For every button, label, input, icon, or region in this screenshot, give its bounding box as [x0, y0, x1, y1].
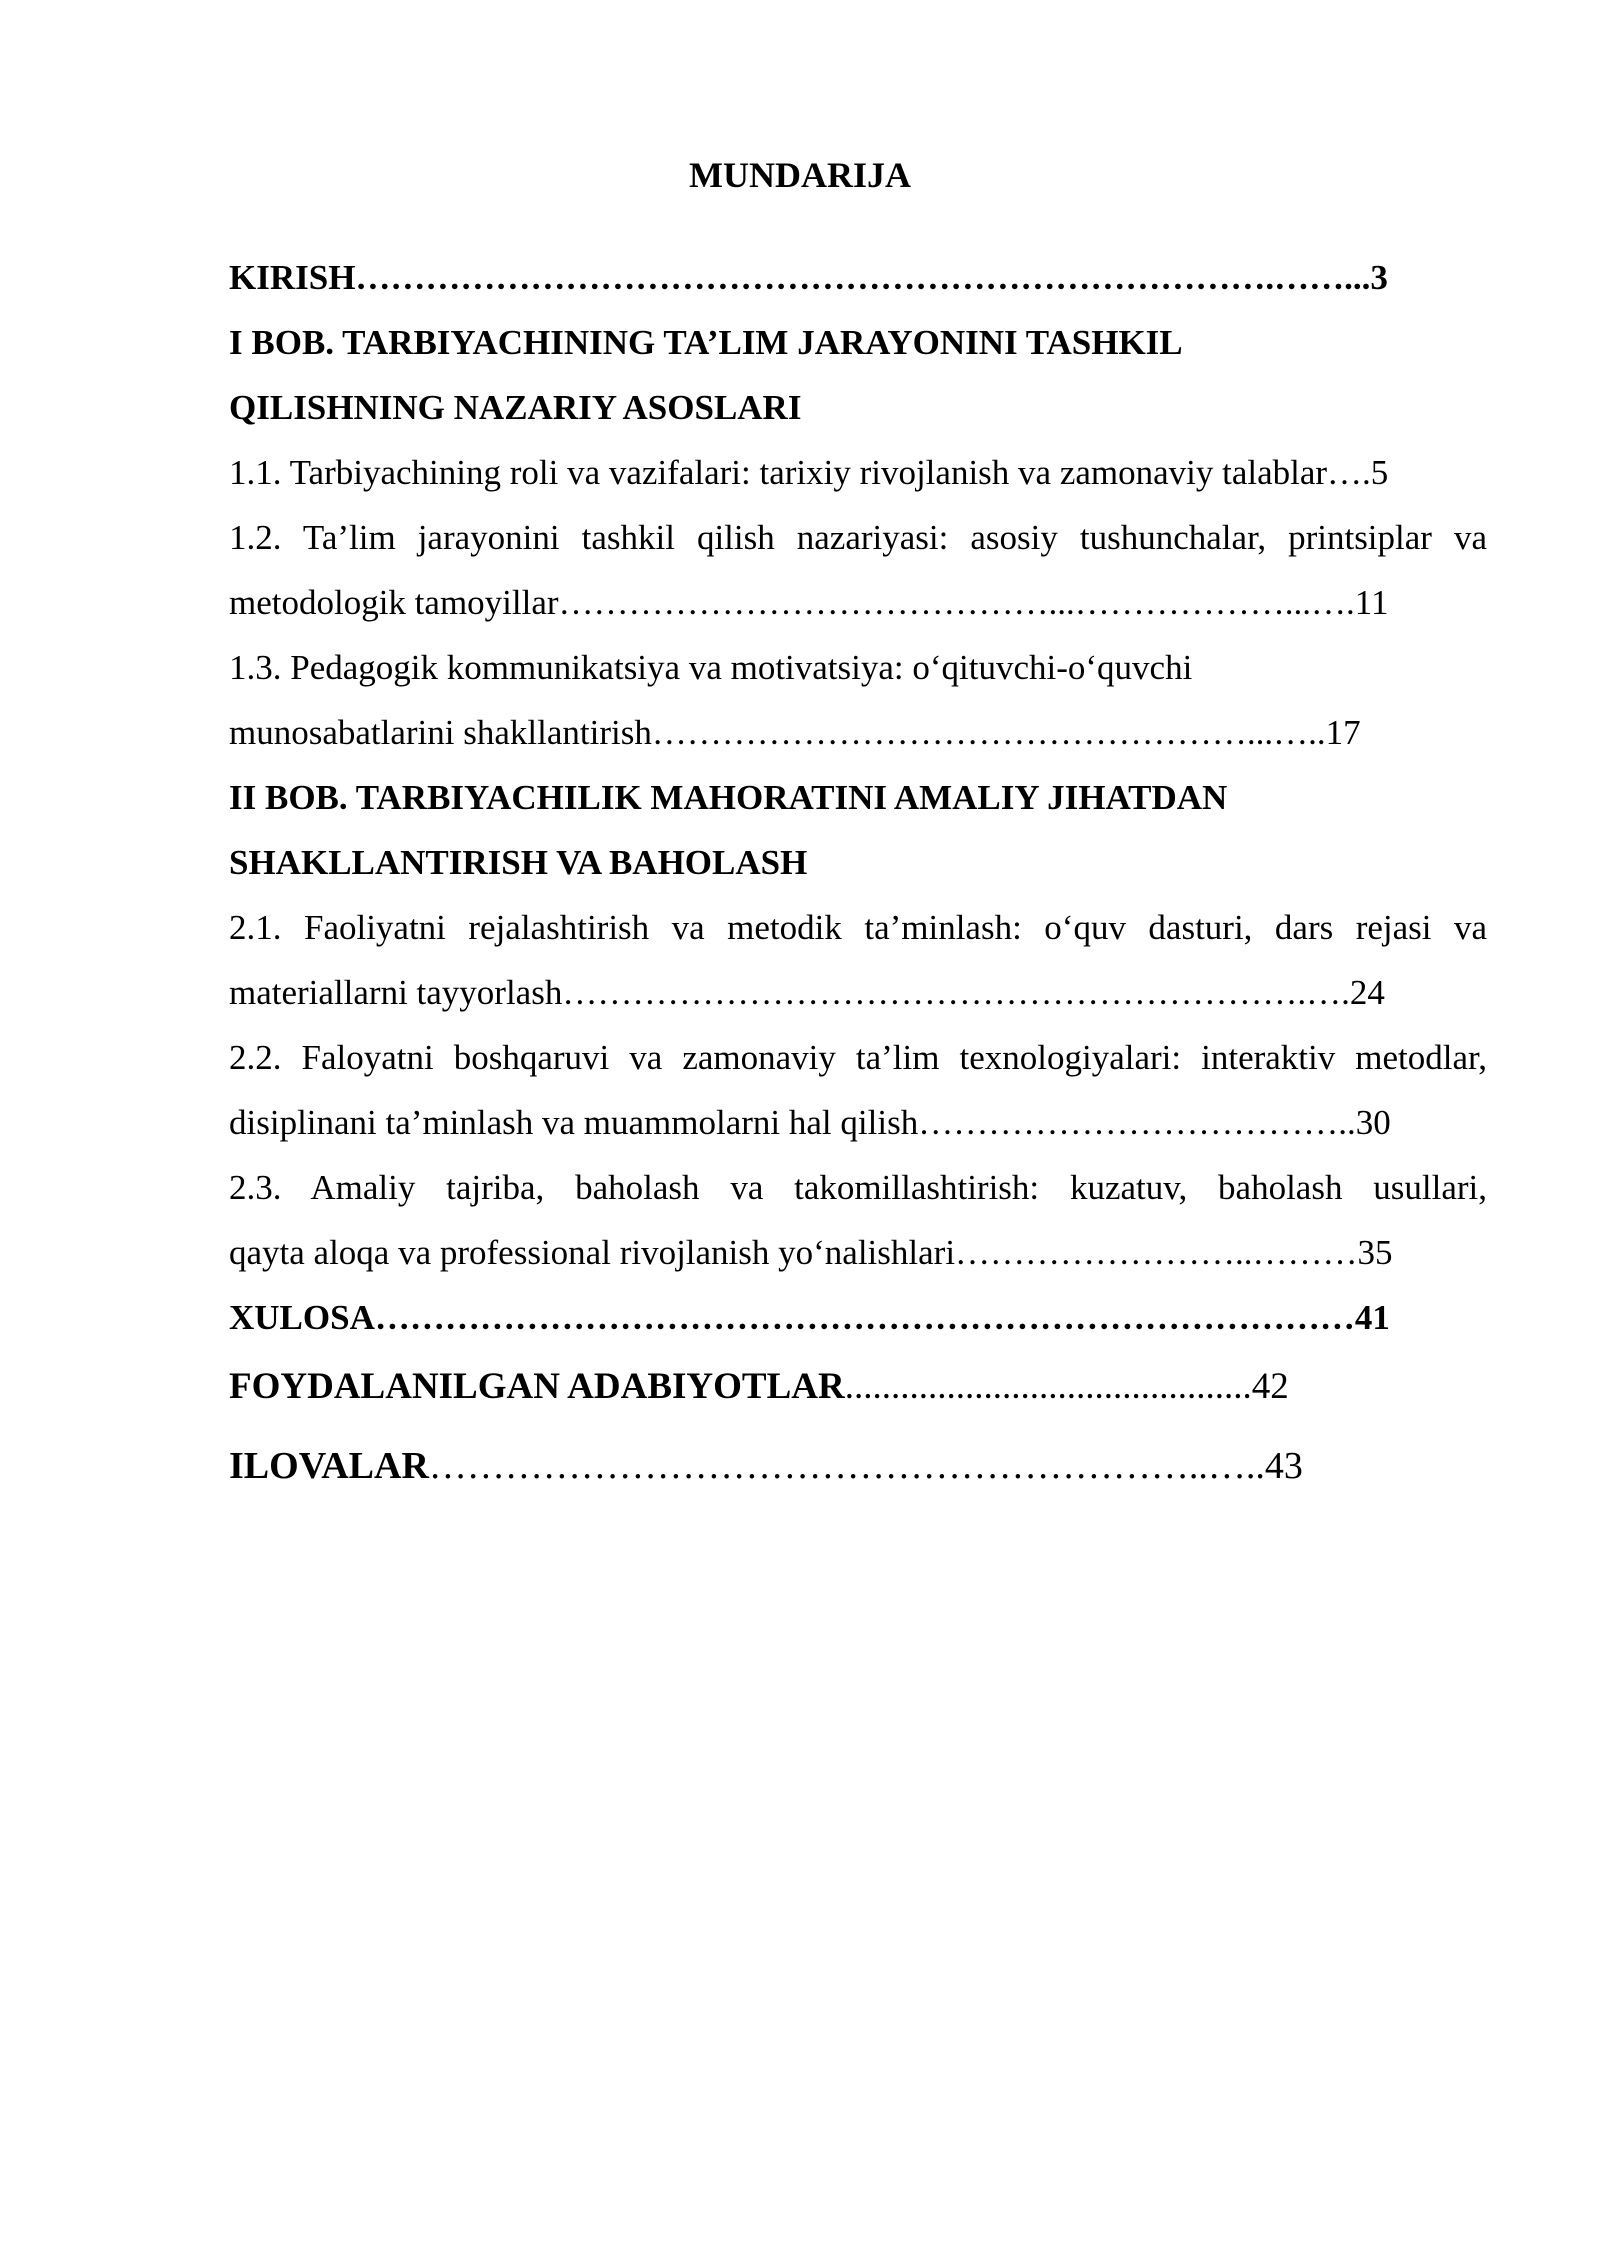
toc-entry-2-1: 2.1. Faoliyatni rejalashtirish va metodik ta’minlash: o‘quv dasturi, dars rejasi va: [229, 908, 1487, 947]
toc-entry-ilovalar-label: ILOVALAR: [229, 1445, 429, 1487]
toc-entry-ilovalar-leader: ……………………………………………………..…..: [428, 1445, 1265, 1487]
toc-entry-ilovalar: [229, 1424, 1487, 1508]
table-of-contents: [229, 245, 1487, 1508]
toc-entry-xulosa: XULOSA…………………………………………………………………………41: [229, 1298, 1390, 1337]
toc-chapter-2-heading-cont: SHAKLLANTIRISH VA BAHOLASH: [229, 843, 808, 882]
toc-chapter-1-heading-cont: QILISHNING NAZARIY ASOSLARI: [229, 388, 802, 427]
toc-entry-adabiyotlar: [229, 1350, 1487, 1424]
toc-entry-adabiyotlar-leader: ............................................: [844, 1366, 1252, 1407]
toc-entry-1-1: 1.1. Tarbiyachining roli va vazifalari: tarixiy rivojlanish va zamonaviy talablar….5: [229, 453, 1389, 492]
toc-entry-2-1-cont: materiallarni tayyorlash……………………………………………………….….24: [229, 973, 1385, 1012]
toc-entry-adabiyotlar-label: FOYDALANILGAN ADABIYOTLAR: [229, 1366, 845, 1407]
toc-entry-2-2: 2.2. Faloyatni boshqaruvi va zamonaviy ta’lim texnologiyalari: interaktiv metodlar,: [229, 1038, 1487, 1077]
toc-entry-2-3-cont: qayta aloqa va professional rivojlanish yo‘nalishlari……………………..………35: [229, 1233, 1393, 1272]
toc-entry-1-3: 1.3. Pedagogik kommunikatsiya va motivatsiya: o‘qituvchi-o‘quvchi: [229, 648, 1193, 687]
toc-entry-1-2-cont: metodologik tamoyillar……………………………………...………………...….11: [229, 583, 1389, 622]
toc-entry-1-2: 1.2. Ta’lim jarayonini tashkil qilish nazariyasi: asosiy tushunchalar, printsiplar va: [229, 518, 1487, 557]
toc-entry-ilovalar-page: 43: [1264, 1445, 1303, 1487]
toc-entry-kirish: KIRISH…………………………………………………………………….……...3: [229, 258, 1388, 297]
toc-entry-2-3: 2.3. Amaliy tajriba, baholash va takomillashtirish: kuzatuv, baholash usullari,: [229, 1168, 1487, 1207]
page-title: MUNDARIJA: [689, 155, 911, 195]
toc-chapter-1-heading: I BOB. TARBIYACHINING TA’LIM JARAYONINI TASHKIL: [229, 323, 1183, 362]
toc-entry-adabiyotlar-page: 42: [1251, 1366, 1289, 1407]
toc-entry-1-3-cont: munosabatlarini shakllantirish……………………………………………...…..17: [229, 713, 1361, 752]
toc-entry-2-2-cont: disiplinani ta’minlash va muammolarni hal qilish………………………………..30: [229, 1103, 1391, 1142]
toc-chapter-2-heading: II BOB. TARBIYACHILIK MAHORATINI AMALIY JIHATDAN: [229, 778, 1228, 817]
